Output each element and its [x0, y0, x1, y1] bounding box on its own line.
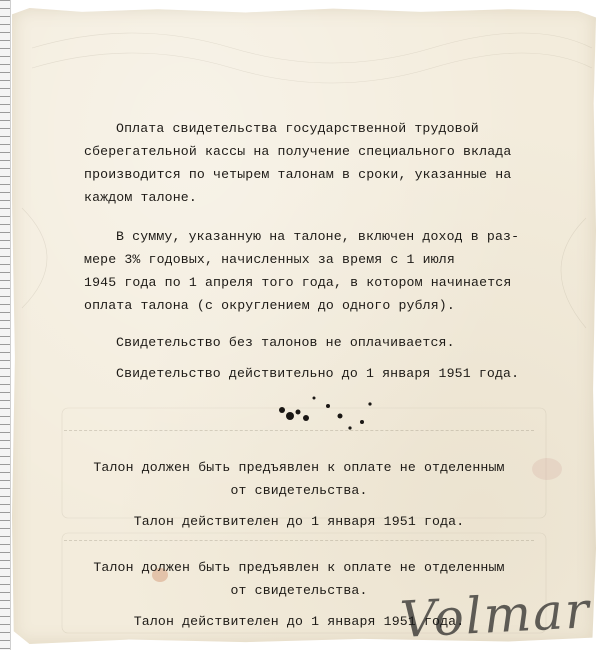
- watermark-logo: Volmar: [398, 581, 593, 649]
- guilloche-pattern: [12, 8, 596, 644]
- text-line: производится по четырем талонам в сроки, указанные на: [84, 167, 512, 182]
- certificate-validity-note: [116, 362, 519, 385]
- coupon-validity: Талон действителен до 1 января 1951 года.: [133, 614, 465, 629]
- scan-ruler: [0, 0, 11, 650]
- certificate-terms-paragraph-1: [84, 117, 511, 209]
- text-line: В сумму, указанную на талоне, включен доход в раз-: [116, 229, 520, 244]
- coupon-presentation-line: от свидетельства.: [230, 483, 368, 498]
- certificate-paper: [12, 8, 596, 644]
- no-coupons-note: [116, 331, 455, 354]
- text-line: Свидетельство действительно до 1 января 1951 года.: [116, 366, 520, 381]
- text-line: каждом талоне.: [84, 190, 197, 205]
- text-line: оплата талона (с округлением до одного рубля).: [84, 298, 455, 313]
- text-line: сберегательной кассы на получение специального вклада: [84, 144, 512, 159]
- coupon-presentation-line: Талон должен быть предъявлен к оплате не отделенным: [93, 560, 505, 575]
- certificate-terms-paragraph-2: [84, 225, 519, 317]
- text-line: мере 3% годовых, начисленных за время с 1 июля: [84, 252, 455, 267]
- coupon-2: [64, 556, 534, 633]
- text-line: 1945 года по 1 апреля того года, в котором начинается: [84, 275, 512, 290]
- coupon-presentation-line: Талон должен быть предъявлен к оплате не отделенным: [93, 460, 505, 475]
- coupon-separator: [64, 540, 534, 541]
- coupon-validity: Талон действителен до 1 января 1951 года.: [133, 514, 465, 529]
- coupon-1: [64, 456, 534, 533]
- text-line: Оплата свидетельства государственной трудовой: [116, 121, 479, 136]
- paper-stain: [532, 458, 562, 480]
- text-line: Свидетельство без талонов не оплачивается.: [116, 335, 455, 350]
- coupon-presentation-line: от свидетельства.: [230, 583, 368, 598]
- coupon-separator: [64, 430, 534, 431]
